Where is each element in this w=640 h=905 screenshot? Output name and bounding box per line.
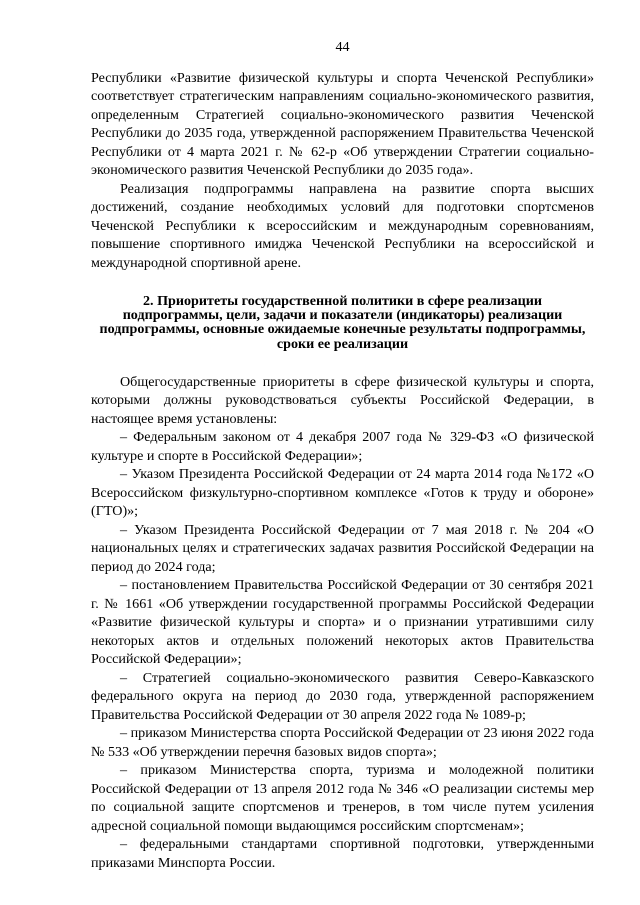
list-item: – постановлением Правительства Российской Федерации от 30 сентября 2021 г. № 1661 «Об утверждении государственной программы Российской Федерации «Развитие физической культуры и спорта» и о признании утратившими силу некоторых актов и отдельных положений некоторых актов Правительства Российской Федерации»; bbox=[91, 577, 594, 668]
list-item: – Стратегией социально-экономического развития Северо-Кавказского федерального округа на период до 2030 года, утвержденной распоряжением Правительства Российской Федерации от 30 апреля 2022 года № 1089-р; bbox=[91, 669, 594, 723]
section-heading: 2. Приоритеты государственной политики в сфере реализации подпрограммы, цели, задачи и показатели (индикаторы) реализации подпрограммы, основные ожидаемые конечные результаты подпрограммы, сроки ее реализации bbox=[99, 293, 586, 352]
list-item: – приказом Министерства спорта Российской Федерации от 23 июня 2022 года № 533 «Об утверждении перечня базовых видов спорта»; bbox=[91, 725, 594, 760]
list-item: – приказом Министерства спорта, туризма и молодежной политики Российской Федерации от 13 апреля 2012 года № 346 «О реализации системы мер по социальной защите спортсменов и тренеров, в том числе путем усиления адресной социальной помощи выдающимся российским спортсменам»; bbox=[91, 762, 594, 834]
paragraph-priorities-intro: Общегосударственные приоритеты в сфере физической культуры и спорта, которыми должны руководствоваться субъекты Российской Федерации, в настоящее время установлены: bbox=[91, 373, 594, 427]
list-item: – Федеральным законом от 4 декабря 2007 года № 329-ФЗ «О физической культуре и спорте в Российской Федерации»; bbox=[91, 429, 594, 464]
list-item: – Указом Президента Российской Федерации от 24 марта 2014 года №172 «О Всероссийском физкультурно-спортивном комплексе «Готов к труду и обороне» (ГТО)»; bbox=[91, 466, 594, 520]
paragraph-strategy: Республики «Развитие физической культуры и спорта Чеченской Республики» соответствует стратегическим направлениям социально-экономического развития, определенным Стратегией социально-экономического развития Чеченской Республики до 2035 года, утвержденной распоряжением Правительства Чеченской Республики от 4 марта 2021 г. № 62-р «Об утверждении Стратегии социально-экономического развития Чеченской Республики до 2035 года». bbox=[91, 69, 594, 178]
list-item: – Указом Президента Российской Федерации от 7 мая 2018 г. № 204 «О национальных целях и стратегических задачах развития Российской Федерации на период до 2024 года; bbox=[91, 521, 594, 575]
list-item: – федеральными стандартами спортивной подготовки, утвержденными приказами Минспорта России. bbox=[91, 836, 594, 871]
paragraph-subprogram-goal: Реализация подпрограммы направлена на развитие спорта высших достижений, создание необходимых условий для подготовки спортсменов Чеченской Республики к всероссийским и международным соревнованиям, повышение спортивного имиджа Чеченской Республики на всероссийской и международной спортивной арене. bbox=[91, 180, 594, 271]
page-number: 44 bbox=[335, 39, 350, 55]
legal-acts-list bbox=[91, 428, 594, 872]
